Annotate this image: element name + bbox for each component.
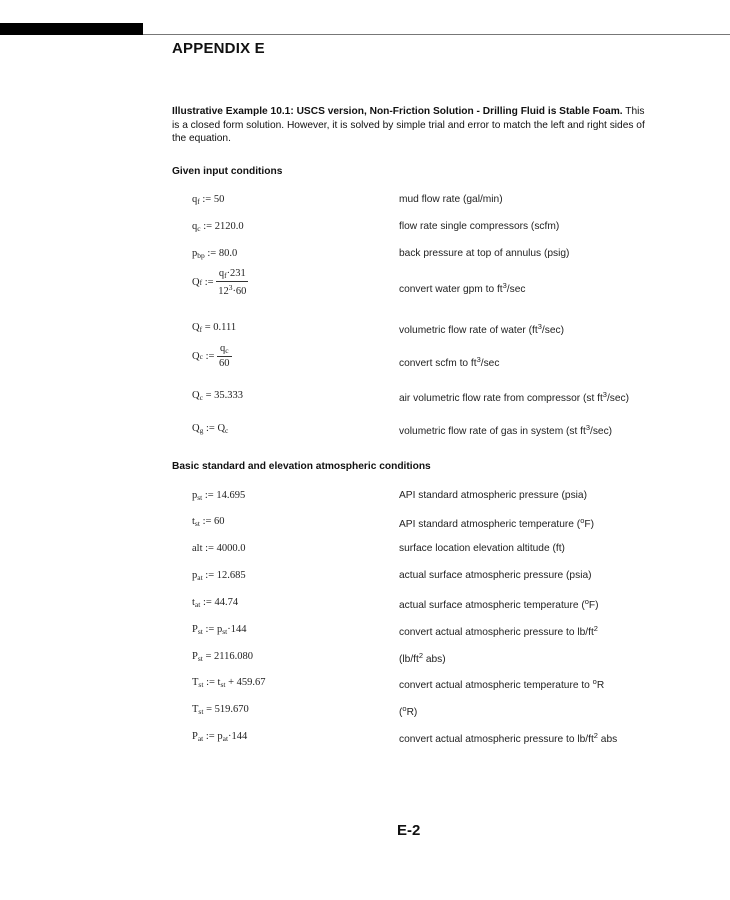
desc-pst: API standard atmospheric pressure (psia) bbox=[399, 490, 587, 501]
appendix-title: APPENDIX E bbox=[172, 40, 265, 57]
fraction-Qc: $\frac{q_c}{60}$ bbox=[219, 343, 230, 369]
page-number: E-2 bbox=[397, 822, 421, 839]
eq-qf: $q_f$ := 50 bbox=[192, 194, 225, 206]
eq-Pat-def: $P_{at}$ := $p_{at}\cdot 144$ bbox=[192, 731, 248, 743]
desc-qc: flow rate single compressors (scfm) bbox=[399, 221, 560, 232]
desc-tst: API standard atmospheric temperature ($^o$F) bbox=[399, 516, 594, 530]
desc-alt: surface location elevation altitude (ft) bbox=[399, 543, 565, 554]
eq-Qc-def: Q c := $\frac{q_c}{60}$ bbox=[192, 343, 230, 369]
eq-Qg: $Q_g$ := $Q_c$ bbox=[192, 423, 229, 435]
eq-Tst-val: $T_{st} = 519.670$ bbox=[192, 704, 249, 716]
eq-pbp: $p_{bp}$ := 80.0 bbox=[192, 248, 238, 260]
eq-Pst-def: $P_{st}$ := $p_{st}\cdot 144$ bbox=[192, 624, 247, 636]
desc-qf: mud flow rate (gal/min) bbox=[399, 194, 503, 205]
eq-alt: alt := 4000.0 bbox=[192, 543, 246, 554]
header-bar bbox=[0, 23, 143, 35]
section-heading-given: Given input conditions bbox=[172, 166, 283, 177]
eq-qc: $q_c$ := 2120.0 bbox=[192, 221, 244, 233]
eq-pst: $p_{st}$ := 14.695 bbox=[192, 490, 246, 502]
eq-Tst-def: $T_{st}$ := $t_{st} + 459.67$ bbox=[192, 677, 266, 689]
desc-pat: actual surface atmospheric pressure (psia) bbox=[399, 570, 592, 581]
eq-Qc-val: $Q_c = 35.333$ bbox=[192, 390, 243, 402]
eq-tst: $t_{st}$ := 60 bbox=[192, 516, 225, 528]
desc-Qc-val: air volumetric flow rate from compressor (st $ft^3/\sec$) bbox=[399, 390, 630, 404]
example-body: This is a closed form solution. However, it is solved by simple trial and error to match the left and right sides of the equation. bbox=[172, 106, 645, 144]
eq-tat: $t_{at}$ := 44.74 bbox=[192, 597, 239, 609]
example-paragraph bbox=[172, 105, 652, 146]
desc-pbp: back pressure at top of annulus (psig) bbox=[399, 248, 570, 259]
header-rule bbox=[143, 34, 730, 35]
example-title: Illustrative Example 10.1: USCS version, Non-Friction Solution - Drilling Fluid is Stable Foam. bbox=[172, 106, 623, 117]
section-heading-basic: Basic standard and elevation atmospheric conditions bbox=[172, 461, 431, 472]
desc-Pat-def: convert actual atmospheric pressure to $lb/ft^2$ abs bbox=[399, 731, 618, 745]
desc-Pst-def: convert actual atmospheric pressure to $lb/ft^2$ bbox=[399, 624, 598, 638]
desc-Pst-val: ($lb/ft^2$ abs) bbox=[399, 651, 446, 665]
desc-Tst-val: ($^o$R) bbox=[399, 704, 418, 718]
desc-Qg: volumetric flow rate of gas in system (st $ft^3/\sec$) bbox=[399, 423, 613, 437]
desc-Qf-val: volumetric flow rate of water $(ft^3/\sec)$ bbox=[399, 322, 564, 336]
fraction-Qf: $\frac{q_f\cdot 231}{12^3\cdot 60}$ bbox=[218, 268, 247, 297]
eq-Qf-def: Q f := $\frac{q_f\cdot 231}{12^3\cdot 60}$ bbox=[192, 268, 247, 297]
desc-Tst-def: convert actual atmospheric temperature to $^o$R bbox=[399, 677, 605, 691]
eq-Pst-val: $P_{st} = 2116.080$ bbox=[192, 651, 254, 663]
eq-Qf-val: $Q_f = 0.111$ bbox=[192, 322, 237, 334]
desc-tat: actual surface atmospheric temperature ($^o$F) bbox=[399, 597, 599, 611]
desc-Qc-def: convert scfm to $ft^3/\sec$ bbox=[399, 355, 500, 369]
eq-pat: $p_{at}$ := 12.685 bbox=[192, 570, 246, 582]
desc-Qf-def: convert water gpm to $ft^3/\sec$ bbox=[399, 281, 526, 295]
